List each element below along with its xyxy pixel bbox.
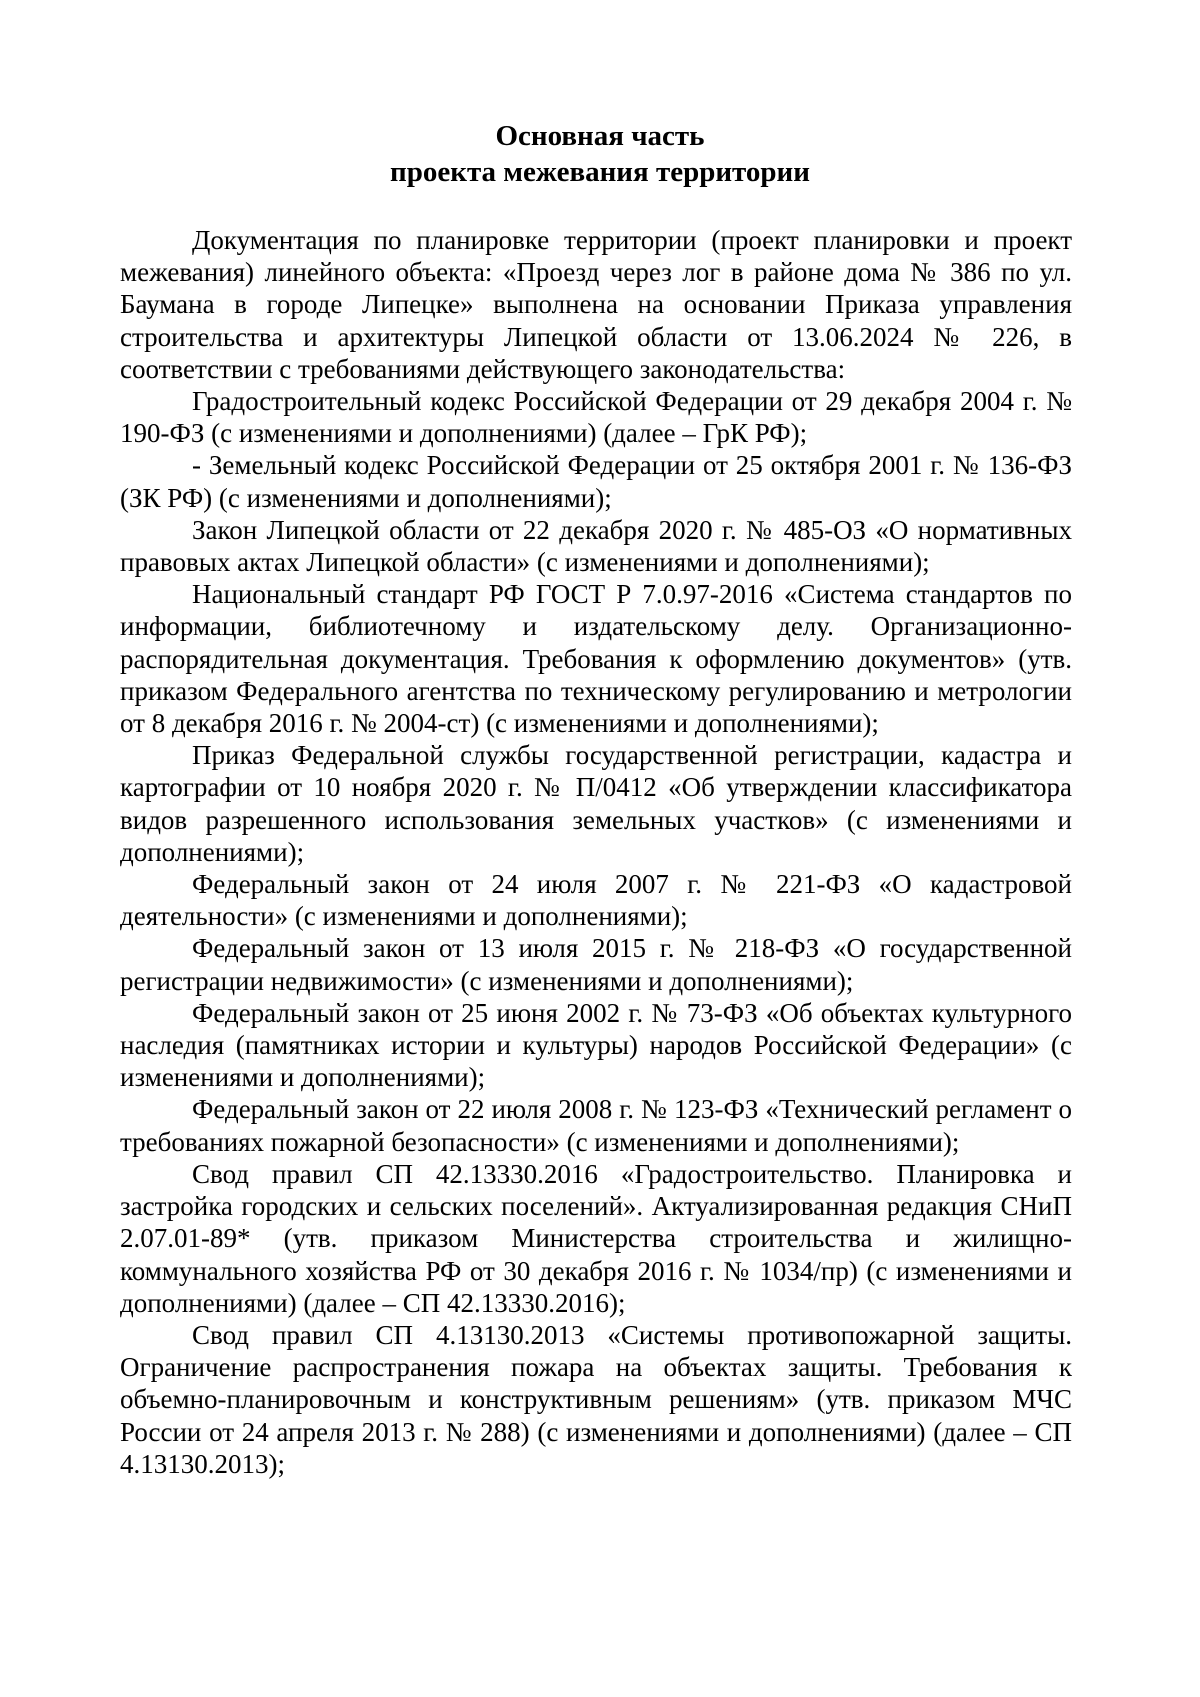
paragraph-intro: Документация по планировке территории (проект планировки и проект межевания) линейного объекта: «Проезд через лог в районе дома № 386 по ул. Баумана в городе Липецке» выполнена на основании Приказа управления строительства и архитектуры Липецкой области от 13.06.2024 № 226, в соответствии с требованиями действующего законодательства: [120, 225, 1072, 384]
paragraph-zk-rf: - Земельный кодекс Российской Федерации от 25 октября 2001 г. № 136-ФЗ (ЗК РФ) (с изменениями и дополнениями); [120, 450, 1072, 513]
paragraph-fz-123: Федеральный закон от 22 июля 2008 г. № 123-ФЗ «Технический регламент о требованиях пожарной безопасности» (с изменениями и дополнениями); [120, 1094, 1072, 1157]
paragraph-grk-rf: Градостроительный кодекс Российской Федерации от 29 декабря 2004 г. № 190-ФЗ (с изменениями и дополнениями) (далее – ГрК РФ); [120, 386, 1072, 449]
paragraph-fz-221: Федеральный закон от 24 июля 2007 г. № 221-ФЗ «О кадастровой деятельности» (с изменениями и дополнениями); [120, 869, 1072, 932]
paragraph-fz-218: Федеральный закон от 13 июля 2015 г. № 218-ФЗ «О государственной регистрации недвижимости» (с изменениями и дополнениями); [120, 933, 1072, 996]
paragraph-sp-42: Свод правил СП 42.13330.2016 «Градостроительство. Планировка и застройка городских и сельских поселений». Актуализированная редакция СНиП 2.07.01-89* (утв. приказом Министерства строительства и жилищно-коммунального хозяйства РФ от 30 декабря 2016 г. № 1034/пр) (с изменениями и дополнениями) (далее – СП 42.13330.2016); [120, 1158, 1072, 1318]
title-line-1: Основная часть [495, 120, 705, 152]
document-title [120, 118, 1080, 190]
paragraph-lipetsk-law: Закон Липецкой области от 22 декабря 2020 г. № 485-ОЗ «О нормативных правовых актах Липецкой области» (с изменениями и дополнениями); [120, 514, 1072, 578]
title-line-2: проекта межевания территории [390, 156, 810, 188]
paragraph-fz-73: Федеральный закон от 25 июня 2002 г. № 73-ФЗ «Об объектах культурного наследия (памятниках истории и культуры) народов Российской Федерации» (с изменениями и дополнениями); [120, 997, 1072, 1093]
document-body [120, 224, 1072, 1480]
paragraph-gost: Национальный стандарт РФ ГОСТ Р 7.0.97-2016 «Система стандартов по информации, библиотечному и издательскому делу. Организационно-распорядительная документация. Требования к оформлению документов» (утв. приказом Федерального агентства по техническому регулированию и метрологии от 8 декабря 2016 г. № 2004-ст) (с изменениями и дополнениями); [120, 579, 1072, 739]
paragraph-sp-4: Свод правил СП 4.13130.2013 «Системы противопожарной защиты. Ограничение распространения пожара на объектах защиты. Требования к объемно-планировочным и конструктивным решениям» (утв. приказом МЧС России от 24 апреля 2013 г. № 288) (с изменениями и дополнениями) (далее – СП 4.13130.2013); [120, 1319, 1072, 1479]
paragraph-rosreestr-order: Приказ Федеральной службы государственной регистрации, кадастра и картографии от 10 ноября 2020 г. № П/0412 «Об утверждении классификатора видов разрешенного использования земельных участков» (с изменениями и дополнениями); [120, 740, 1072, 867]
